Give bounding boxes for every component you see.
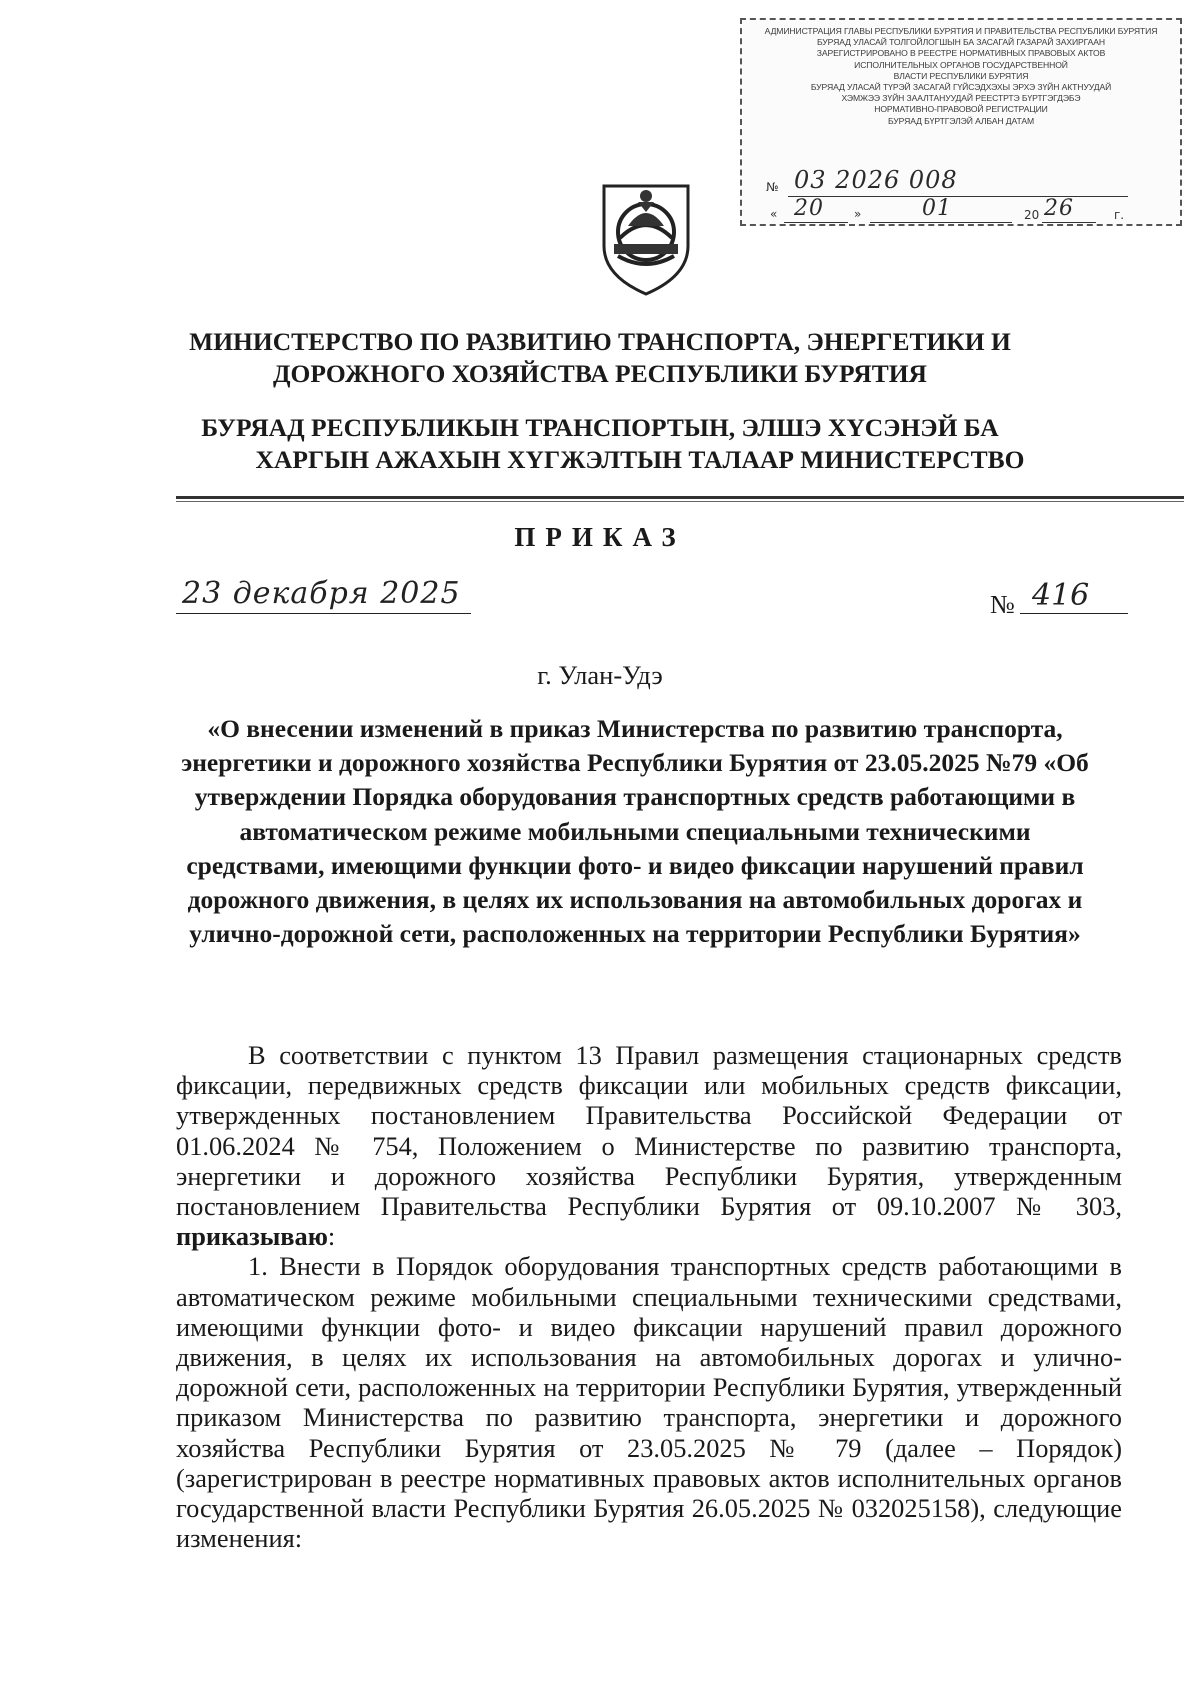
stamp-month-underline bbox=[870, 222, 1012, 223]
registration-stamp bbox=[740, 18, 1182, 226]
stamp-quote-open: « bbox=[770, 207, 778, 221]
header-divider-thick bbox=[176, 496, 1184, 499]
stamp-line: ВЛАСТИ РЕСПУБЛИКИ БУРЯТИЯ bbox=[893, 70, 1029, 81]
stamp-line: БУРЯАД УЛАСАЙ ТҮРЭЙ ЗАСАГАЙ ГҮЙСЭДХЭХЫ ЭРХЭ ЗҮЙН АКТНУУДАЙ bbox=[810, 82, 1112, 93]
stamp-line: ЗАРЕГИСТРИРОВАНО В РЕЕСТРЕ НОРМАТИВНЫХ ПРАВОВЫХ АКТОВ bbox=[816, 48, 1106, 59]
order-date: 23 декабря 2025 bbox=[176, 576, 471, 614]
coat-of-arms-emblem bbox=[598, 176, 694, 296]
stamp-year-suffix: г. bbox=[1114, 208, 1125, 222]
order-city: г. Улан-Удэ bbox=[537, 660, 663, 690]
paragraph-1-text: В соответствии с пунктом 13 Правил размещения стационарных средств фиксации, передвижных средств фиксации или мобильных средств фиксации, утвержденных постановлением Правительства Российской Федерации от 01.06.2024 № 754, Положением о Министерстве по развитию транспорта, энергетики и дорожного хозяйства Республики Бурятия, утвержденным постановлением Правительства Республики Бурятия от 09.10.2007 № 303, bbox=[176, 1040, 1122, 1222]
stamp-text bbox=[752, 26, 1170, 127]
stamp-number-label: № bbox=[766, 180, 779, 194]
stamp-line: НОРМАТИВНО-ПРАВОВОЙ РЕГИСТРАЦИИ bbox=[874, 104, 1048, 115]
stamp-line: ХЭМЖЭЭ ЗҮЙН ЗААЛТАНУУДАЙ РЕЕСТРТЭ БҮРТГЭГДЭБЭ bbox=[841, 93, 1081, 104]
stamp-day: 20 bbox=[794, 196, 824, 221]
stamp-year: 26 bbox=[1044, 196, 1074, 221]
stamp-month: 01 bbox=[922, 196, 952, 221]
ministry-ru-line: ДОРОЖНОГО ХОЗЯЙСТВА РЕСПУБЛИКИ БУРЯТИЯ bbox=[273, 359, 927, 388]
order-title: ПРИКАЗ bbox=[514, 522, 686, 552]
ministry-bur-line: БУРЯАД РЕСПУБЛИКЫН ТРАНСПОРТЫН, ЭЛШЭ ХҮСЭНЭЙ БА bbox=[201, 413, 999, 442]
body-paragraph-2: 1. Внести в Порядок оборудования транспортных средств работающими в автоматическом режиме мобильными специальными техническими средствами, имеющими функции фото- и видео фиксации нарушений правил дорожного движения, в целях их использования на автомобильных дорогах и улично-дорожной сети, расположенных на территории Республики Бурятия, утвержденный приказом Министерства по развитию транспорта, энергетики и дорожного хозяйства Республики Бурятия от 23.05.2025 № 79 (далее – Порядок) (зарегистрирован в реестре нормативных правовых актов исполнительных органов государственной власти Республики Бурятия 26.05.2025 № 032025158), следующие изменения: bbox=[176, 1251, 1122, 1554]
stamp-day-underline bbox=[784, 222, 848, 223]
stamp-registration-number: 03 2026 008 bbox=[794, 166, 958, 194]
stamp-number-underline bbox=[788, 196, 1128, 197]
stamp-year-underline bbox=[1042, 222, 1096, 223]
order-body bbox=[176, 1040, 1122, 1553]
ministry-name-ru bbox=[160, 326, 1040, 390]
order-subject: «О внесении изменений в приказ Министерства по развитию транспорта, энергетики и дорожного хозяйства Республики Бурятия от 23.05.2025 №79 «Об утверждении Порядка оборудования транспортных средств работающими в автоматическом режиме мобильными специальными техническими средствами, имеющими функции фото- и видео фиксации нарушений правил дорожного движения, в целях их использования на автомобильных дорогах и улично-дорожной сети, расположенных на территории Республики Бурятия» bbox=[181, 714, 1089, 949]
order-number: 416 bbox=[1020, 578, 1128, 614]
stamp-line: БУРЯАД БҮРТГЭЛЭЙ АЛБАН ДАТАМ bbox=[887, 115, 1035, 126]
paragraph-1-end: : bbox=[327, 1221, 336, 1252]
stamp-line: ИСПОЛНИТЕЛЬНЫХ ОРГАНОВ ГОСУДАРСТВЕННОЙ bbox=[854, 59, 1068, 70]
ministry-name-bur bbox=[160, 412, 1040, 476]
ministry-ru-line: МИНИСТЕРСТВО ПО РАЗВИТИЮ ТРАНСПОРТА, ЭНЕРГЕТИКИ И bbox=[189, 327, 1011, 356]
stamp-quote-close: » bbox=[854, 207, 862, 221]
order-directive: приказываю bbox=[176, 1221, 328, 1252]
order-number-label: № bbox=[990, 590, 1015, 619]
stamp-line: БУРЯАД УЛАСАЙ ТОЛГОЙЛОГШЫН БА ЗАСАГАЙ ГАЗАРАЙ ЗАХИРГААН bbox=[816, 37, 1106, 48]
body-paragraph-1 bbox=[176, 1040, 1122, 1251]
ministry-bur-line: ХАРГЫН АЖАХЫН ХҮГЖЭЛТЫН ТАЛААР МИНИСТЕРСТВО bbox=[255, 445, 1025, 474]
stamp-line: АДМИНИСТРАЦИЯ ГЛАВЫ РЕСПУБЛИКИ БУРЯТИЯ И ПРАВИТЕЛЬСТВА РЕСПУБЛИКИ БУРЯТИЯ bbox=[764, 26, 1158, 36]
stamp-year-prefix: 20 bbox=[1024, 208, 1040, 222]
header-divider-thin bbox=[176, 501, 1184, 502]
